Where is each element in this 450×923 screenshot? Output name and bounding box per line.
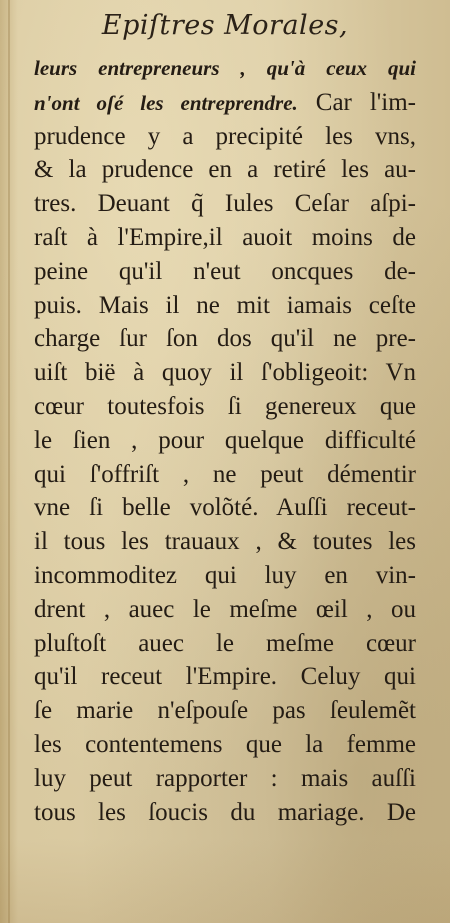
text-line: prudence y a precipité les vns, [34,122,416,150]
text-line: raſt à l'Empire,il auoit moins de [34,223,416,251]
roman-phrase: Car l'im- [297,88,417,116]
text-line: le ſien , pour quelque difficulté [34,426,416,454]
text-line: drent , auec le meſme œil , ou [34,595,416,623]
text-line: cœur toutesfois ſi genereux que [34,392,416,420]
text-line: il tous les trauaux , & toutes les [34,528,416,556]
text-line: uiſt bië à quoy il ſ'obligeoit: Vn [34,359,416,387]
text-line: ſe marie n'eſpouſe pas ſeulemẽt [34,697,416,725]
text-line: charge ſur ſon dos qu'il ne pre- [34,325,416,353]
text-line [34,86,416,120]
text-line: & la prudence en a retiré les au- [34,156,416,184]
text-line: pluſtoſt auec le meſme cœur [34,629,416,657]
text-line: puis. Mais il ne mit iamais ceſte [34,291,416,319]
body-text [34,52,416,829]
text-line: leurs entrepreneurs , qu'à ceux qui [34,56,416,80]
text-line: tres. Deuant q̃ Iules Ceſar aſpi- [34,190,416,218]
text-line: qu'il receut l'Empire. Celuy qui [34,663,416,691]
text-line: vne ſi belle volõté. Auſſi receut- [34,494,416,522]
running-head: Epiſtres Morales, [101,10,349,41]
italic-phrase: n'ont oſé les entreprendre. [34,90,298,115]
text-line: tous les ſoucis du mariage. De [34,798,416,826]
text-line: incommoditez qui luy en vin- [34,561,416,589]
text-line: les contentemens que la femme [34,730,416,758]
text-line: luy peut rapporter : mais auſſi [34,764,416,792]
text-line: peine qu'il n'eut oncques de- [34,257,416,285]
text-line: qui ſ'offriſt , ne peut démentir [34,460,416,488]
